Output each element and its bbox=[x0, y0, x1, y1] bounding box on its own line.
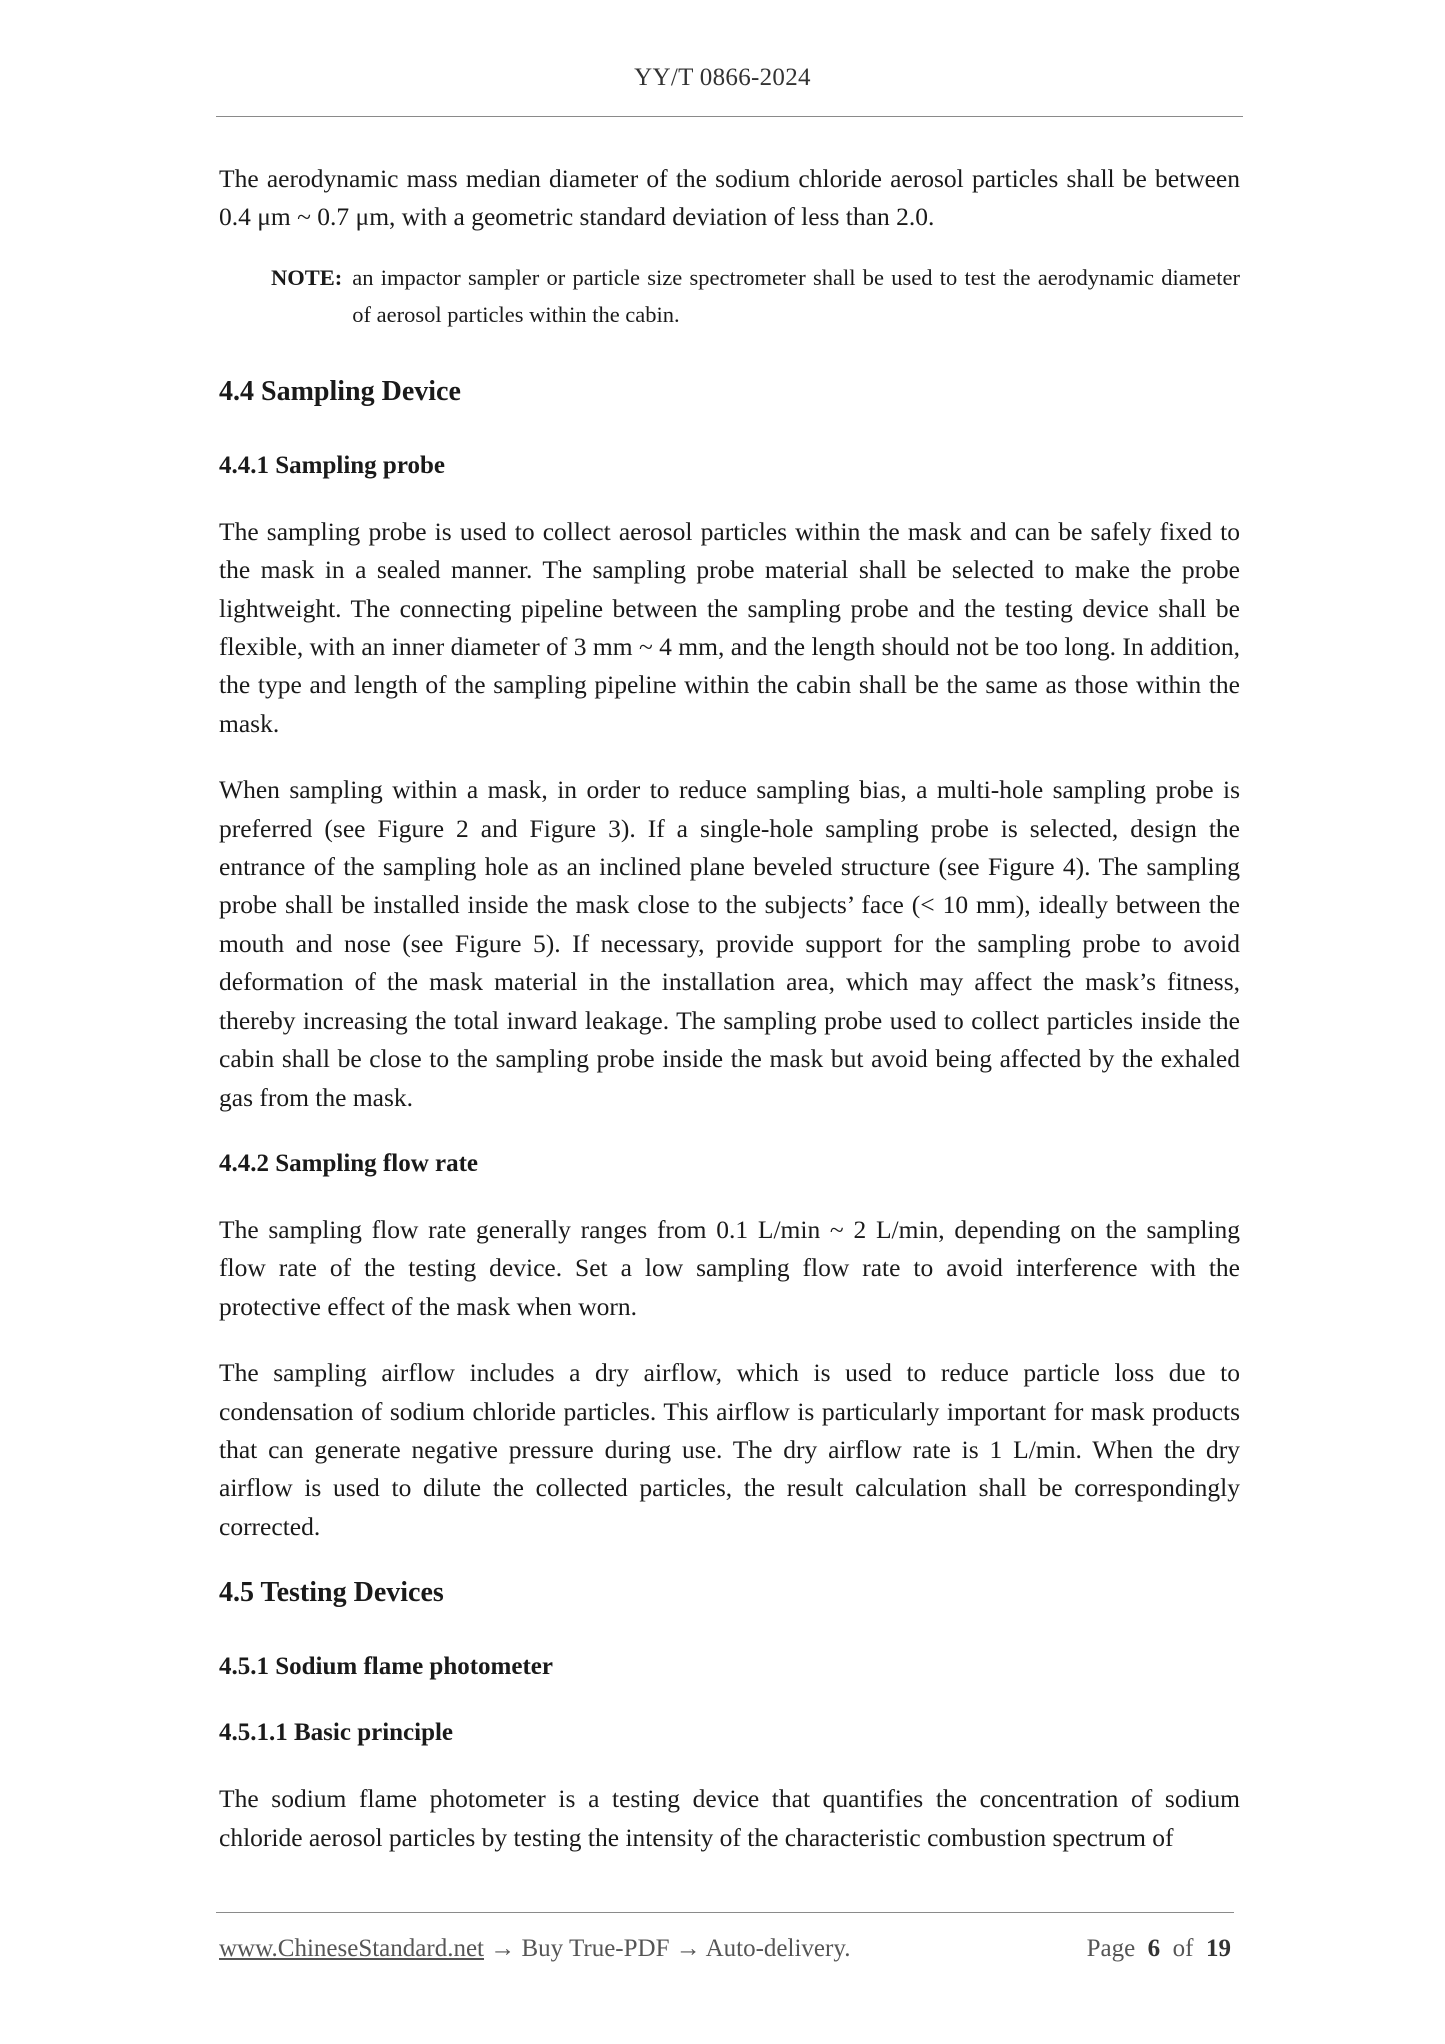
paragraph-dry-airflow: The sampling airflow includes a dry airflow, which is used to reduce particle loss due to condensation of sodium chloride particles. This airflow is particularly important for mask products that can generate negative pressure during use. The dry airflow rate is 1 L/min. When the dry airflow is used to dilute the collected particles, the result calculation shall be correspondingly corrected. bbox=[219, 1358, 1240, 1541]
buy-text: Buy True-PDF bbox=[521, 1935, 670, 1962]
paragraph-flow-rate: The sampling flow rate generally ranges from 0.1 L/min ~ 2 L/min, depending on the sampling flow rate of the testing device. Set a low sampling flow rate to avoid interference with the protective effect of the mask when worn. bbox=[219, 1214, 1240, 1321]
subsection-heading-4-4-2: 4.4.2 Sampling flow rate bbox=[219, 1149, 479, 1177]
website-link[interactable]: www.ChineseStandard.net bbox=[219, 1935, 484, 1962]
delivery-text: Auto-delivery. bbox=[705, 1935, 851, 1962]
of-word: of bbox=[1172, 1935, 1194, 1962]
paragraph-photometer-principle: The sodium flame photometer is a testing device that quantifies the concentration of sodium chloride aerosol particles by testing the intensity of the characteristic combustion spectrum of bbox=[219, 1784, 1240, 1852]
total-pages: 19 bbox=[1206, 1935, 1231, 1962]
paragraph-aerosol-diameter: The aerodynamic mass median diameter of the sodium chloride aerosol particles shall be between 0.4 μm ~ 0.7 μm, with a geometric standard deviation of less than 2.0. bbox=[219, 164, 1240, 232]
footer-divider bbox=[216, 1912, 1234, 1913]
page-number bbox=[1087, 1935, 1231, 1963]
paragraph-sampling-probe: The sampling probe is used to collect aerosol particles within the mask and can be safely fixed to the mask in a sealed manner. The sampling probe material shall be selected to make the probe lightweight. The connecting pipeline between the sampling probe and the testing device shall be flexible, with an inner diameter of 3 mm ~ 4 mm, and the length should not be too long. In addition, the type and length of the sampling pipeline within the cabin shall be the same as those within the mask. bbox=[219, 516, 1240, 738]
subsection-heading-4-5-1-1: 4.5.1.1 Basic principle bbox=[219, 1719, 454, 1747]
subsection-heading-4-4-1: 4.4.1 Sampling probe bbox=[219, 451, 445, 479]
header-divider bbox=[216, 116, 1243, 117]
note-label: NOTE: bbox=[271, 264, 343, 290]
paragraph-sampling-within-mask: When sampling within a mask, in order to reduce sampling bias, a multi-hole sampling probe is preferred (see Figure 2 and Figure 3). If a single-hole sampling probe is selected, design the entrance of the sampling hole as an inclined plane beveled structure (see Figure 4). The sampling probe shall be installed inside the mask close to the subjects’ face (< 10 mm), ideally between the mouth and nose (see Figure 5). If necessary, provide support for the sampling probe to avoid deformation of the mask material in the installation area, which may affect the mask’s fitness, thereby increasing the total inward leakage. The sampling probe used to collect particles inside the cabin shall be close to the sampling probe inside the mask but avoid being affected by the exhaled gas from the mask. bbox=[219, 775, 1240, 1112]
arrow-right-icon: → bbox=[675, 1935, 701, 1962]
footer-promo bbox=[219, 1935, 850, 1963]
page-header: YY/T 0866-2024 bbox=[634, 64, 811, 91]
section-heading-4-5: 4.5 Testing Devices bbox=[219, 1577, 444, 1609]
note-text: an impactor sampler or particle size spectrometer shall be used to test the aerodynamic diameter of aerosol particles within the cabin. bbox=[352, 264, 1240, 327]
arrow-right-icon: → bbox=[490, 1935, 516, 1962]
section-heading-4-4: 4.4 Sampling Device bbox=[219, 375, 461, 407]
current-page: 6 bbox=[1147, 1935, 1161, 1962]
document-body bbox=[219, 160, 1240, 1885]
subsection-heading-4-5-1: 4.5.1 Sodium flame photometer bbox=[219, 1653, 553, 1681]
page-word: Page bbox=[1086, 1935, 1136, 1962]
note-block bbox=[271, 259, 1240, 333]
